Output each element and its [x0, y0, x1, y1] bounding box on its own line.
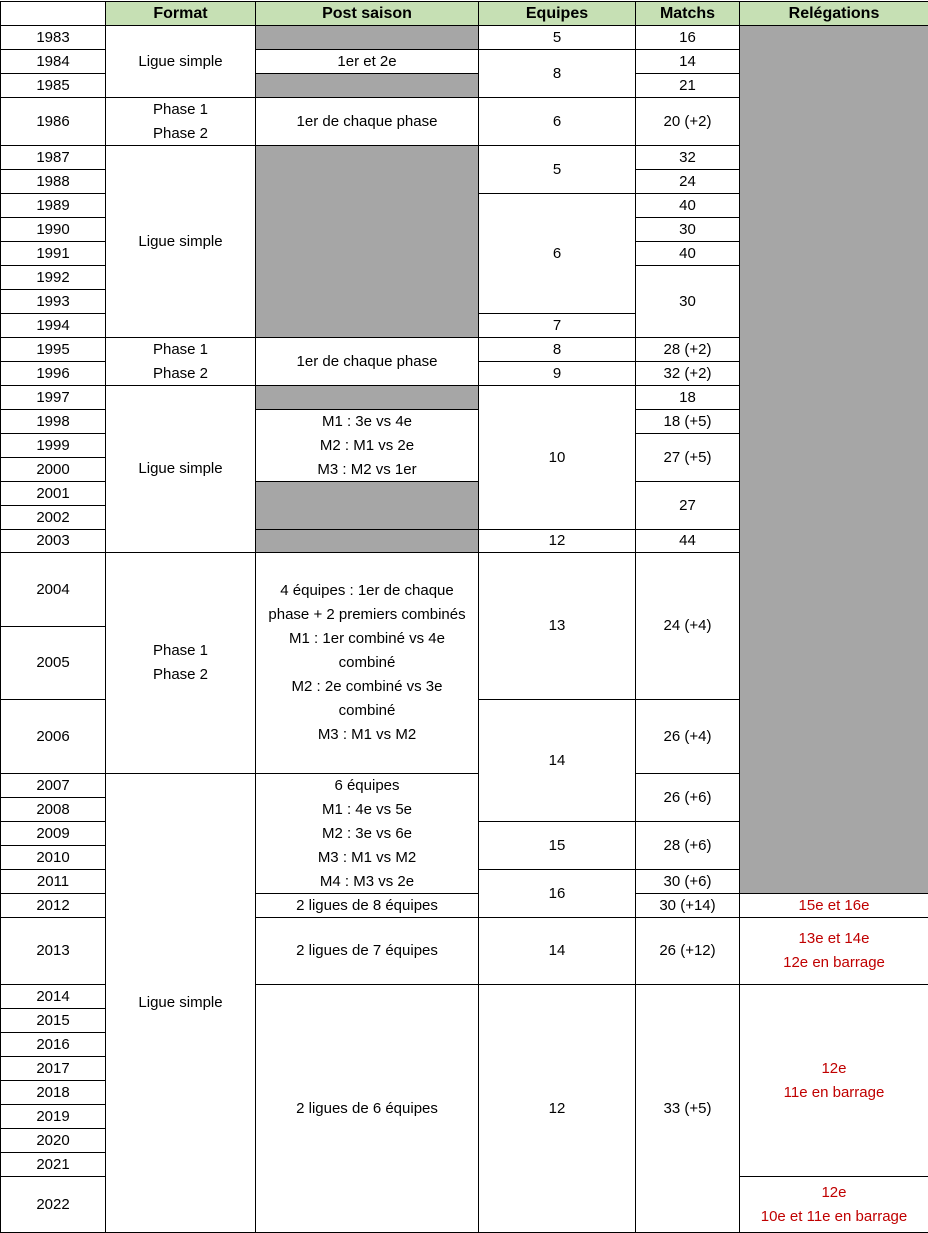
- matchs-cell-text: 30 (+6): [663, 872, 712, 890]
- matchs-cell-text: 44: [679, 532, 696, 549]
- matchs-cell-text: 28 (+2): [663, 340, 712, 358]
- matchs-cell-text: 40: [679, 196, 696, 214]
- year-cell-text: 1995: [36, 340, 70, 358]
- year-cell-text: 1983: [36, 28, 70, 46]
- post-saison-empty: [255, 529, 479, 553]
- year-cell-text: 1998: [36, 412, 70, 430]
- year-cell-text: 1987: [36, 148, 70, 166]
- year-cell-text: 2017: [36, 1059, 70, 1077]
- year-cell: [0, 893, 106, 918]
- matchs-cell: [635, 433, 740, 482]
- year-cell: [0, 1032, 106, 1057]
- post-saison-cell-text: 1er et 2e: [337, 52, 397, 70]
- year-cell-text: 2000: [36, 460, 70, 478]
- relegations-empty: [739, 25, 928, 894]
- equipes-cell: [478, 361, 636, 386]
- year-cell: [0, 1056, 106, 1081]
- year-cell: [0, 505, 106, 530]
- equipes-cell: [478, 313, 636, 338]
- year-cell-text: 1984: [36, 52, 70, 70]
- format-cell: [105, 145, 256, 338]
- post-saison-empty: [255, 481, 479, 530]
- matchs-cell: [635, 265, 740, 338]
- year-cell: [0, 1128, 106, 1153]
- year-cell-text: 2019: [36, 1107, 70, 1125]
- matchs-cell: [635, 529, 740, 553]
- matchs-cell: [635, 481, 740, 530]
- relegations-cell-text: 12e 10e et 11e en barrage: [760, 1183, 908, 1225]
- matchs-cell-text: 16: [679, 28, 696, 46]
- format-cell-text: Phase 1 Phase 2: [152, 642, 209, 683]
- matchs-cell: [635, 773, 740, 822]
- matchs-cell-text: 33 (+5): [663, 1099, 712, 1117]
- year-cell: [0, 984, 106, 1009]
- post-saison-cell: [255, 917, 479, 985]
- post-saison-cell: [255, 552, 479, 774]
- year-cell: [0, 217, 106, 242]
- year-cell: [0, 845, 106, 870]
- year-cell-text: 1994: [36, 316, 70, 334]
- equipes-cell: [478, 193, 636, 314]
- equipes-cell-text: 9: [552, 364, 562, 382]
- post-saison-cell-text: 2 ligues de 7 équipes: [296, 942, 438, 959]
- equipes-cell-text: 6: [552, 244, 562, 262]
- matchs-cell: [635, 169, 740, 194]
- year-cell-text: 2008: [36, 800, 70, 818]
- year-cell: [0, 265, 106, 290]
- post-saison-empty: [255, 73, 479, 98]
- matchs-cell-text: 30: [679, 292, 696, 310]
- year-cell-text: 2013: [36, 942, 70, 959]
- equipes-cell: [478, 25, 636, 50]
- year-cell-text: 2001: [36, 484, 70, 502]
- equipes-cell: [478, 699, 636, 822]
- matchs-cell-text: 32: [679, 148, 696, 166]
- header-relegations: [739, 1, 928, 26]
- format-cell-text: Ligue simple: [138, 460, 223, 477]
- equipes-cell-text: 5: [552, 160, 562, 178]
- matchs-cell-text: 26 (+6): [663, 788, 712, 806]
- post-saison-empty: [255, 25, 479, 50]
- post-saison-cell-text: 4 équipes : 1er de chaque phase + 2 premiers combinés M1 : 1er combiné vs 4e combiné M2 : 2e combiné vs 3e combiné M3 : M1 vs M2: [268, 582, 466, 743]
- matchs-cell-text: 24 (+4): [663, 617, 712, 634]
- equipes-cell-text: 8: [552, 64, 562, 82]
- equipes-cell: [478, 145, 636, 194]
- format-cell-text: Phase 1 Phase 2: [152, 100, 209, 142]
- post-saison-cell-text: M1 : 3e vs 4e M2 : M1 vs 2e M3 : M2 vs 1er: [317, 412, 417, 478]
- relegations-cell: [739, 984, 928, 1177]
- matchs-cell: [635, 821, 740, 870]
- matchs-cell: [635, 337, 740, 362]
- year-cell-text: 2010: [36, 848, 70, 866]
- matchs-cell-text: 32 (+2): [663, 364, 712, 382]
- equipes-cell-text: 12: [548, 1099, 566, 1117]
- matchs-cell-text: 14: [679, 52, 696, 70]
- year-cell-text: 1989: [36, 196, 70, 214]
- post-saison-cell: [255, 984, 479, 1233]
- equipes-cell-text: 7: [552, 316, 562, 334]
- matchs-cell-text: 26 (+4): [663, 727, 712, 745]
- matchs-cell: [635, 361, 740, 386]
- year-cell-text: 2002: [36, 508, 70, 526]
- equipes-cell-text: 8: [552, 340, 562, 358]
- year-cell: [0, 409, 106, 434]
- year-cell: [0, 797, 106, 822]
- format-cell: [105, 773, 256, 1233]
- relegations-cell-text: 13e et 14e 12e en barrage: [783, 930, 885, 971]
- matchs-cell-text: 18: [679, 388, 696, 406]
- year-cell-text: 1985: [36, 76, 70, 94]
- matchs-cell: [635, 25, 740, 50]
- header-relegations-text: Relégations: [788, 4, 880, 22]
- year-cell: [0, 289, 106, 314]
- equipes-cell: [478, 529, 636, 553]
- format-cell-text: Ligue simple: [138, 994, 223, 1011]
- matchs-cell-text: 27 (+5): [663, 448, 712, 466]
- year-cell-text: 2018: [36, 1083, 70, 1101]
- equipes-cell: [478, 49, 636, 98]
- equipes-cell-text: 12: [548, 532, 566, 549]
- year-cell: [0, 529, 106, 553]
- matchs-cell: [635, 145, 740, 170]
- year-cell-text: 1991: [36, 244, 70, 262]
- year-cell: [0, 1176, 106, 1233]
- format-cell-text: Ligue simple: [138, 52, 223, 70]
- year-cell: [0, 193, 106, 218]
- year-cell-text: 2014: [36, 987, 70, 1005]
- matchs-cell-text: 24: [679, 172, 696, 190]
- year-cell-text: 2015: [36, 1011, 70, 1029]
- year-cell-text: 1986: [36, 112, 70, 130]
- header-equipes-text: Equipes: [525, 4, 589, 22]
- year-cell: [0, 1080, 106, 1105]
- year-cell-text: 1992: [36, 268, 70, 286]
- year-cell-text: 1999: [36, 436, 70, 454]
- post-saison-cell: [255, 773, 479, 894]
- matchs-cell-text: 27: [679, 496, 696, 514]
- year-cell: [0, 626, 106, 700]
- matchs-cell-text: 18 (+5): [663, 412, 712, 430]
- matchs-cell-text: 30 (+14): [659, 896, 716, 914]
- header-post-saison-text: Post saison: [322, 4, 412, 22]
- year-cell: [0, 433, 106, 458]
- post-saison-cell-text: 2 ligues de 6 équipes: [296, 1099, 438, 1117]
- year-cell-text: 1988: [36, 172, 70, 190]
- matchs-cell-text: 21: [679, 76, 696, 94]
- year-cell: [0, 25, 106, 50]
- matchs-cell: [635, 699, 740, 774]
- equipes-cell-text: 15: [548, 836, 566, 854]
- year-cell-text: 2012: [36, 896, 70, 914]
- matchs-cell-text: 28 (+6): [663, 836, 712, 854]
- post-saison-empty: [255, 145, 479, 338]
- matchs-cell: [635, 73, 740, 98]
- year-cell: [0, 869, 106, 894]
- equipes-cell-text: 16: [548, 884, 566, 902]
- post-saison-cell-text: 1er de chaque phase: [296, 352, 438, 370]
- matchs-cell: [635, 97, 740, 146]
- equipes-cell: [478, 869, 636, 918]
- header-equipes: [478, 1, 636, 26]
- matchs-cell: [635, 241, 740, 266]
- matchs-cell: [635, 49, 740, 74]
- equipes-cell-text: 14: [548, 942, 566, 959]
- equipes-cell-text: 5: [552, 28, 562, 46]
- matchs-cell: [635, 385, 740, 410]
- header-format-text: Format: [153, 4, 208, 22]
- year-cell-text: 2021: [36, 1155, 70, 1173]
- matchs-cell-text: 40: [679, 244, 696, 262]
- relegations-cell: [739, 893, 928, 918]
- equipes-cell-text: 10: [548, 448, 566, 466]
- matchs-cell: [635, 917, 740, 985]
- year-cell-text: 1990: [36, 220, 70, 238]
- corner-cell: [0, 1, 106, 26]
- year-cell: [0, 699, 106, 774]
- header-post-saison: [255, 1, 479, 26]
- year-cell-text: 1997: [36, 388, 70, 406]
- relegations-cell: [739, 1176, 928, 1233]
- header-matchs: [635, 1, 740, 26]
- year-cell: [0, 337, 106, 362]
- year-cell: [0, 552, 106, 627]
- year-cell-text: 2022: [36, 1195, 70, 1213]
- post-saison-cell-text: 2 ligues de 8 équipes: [296, 896, 438, 914]
- format-cell-text: Ligue simple: [138, 232, 223, 250]
- year-cell-text: 2006: [36, 727, 70, 745]
- equipes-cell-text: 13: [548, 617, 566, 634]
- equipes-cell-text: 14: [548, 751, 566, 769]
- equipes-cell: [478, 97, 636, 146]
- post-saison-cell: [255, 409, 479, 482]
- relegations-cell-text: 15e et 16e: [798, 896, 870, 914]
- equipes-cell: [478, 821, 636, 870]
- year-cell-text: 2003: [36, 532, 70, 549]
- format-cell: [105, 552, 256, 774]
- year-cell: [0, 169, 106, 194]
- year-cell: [0, 49, 106, 74]
- year-cell: [0, 917, 106, 985]
- year-cell: [0, 1008, 106, 1033]
- equipes-cell: [478, 984, 636, 1233]
- matchs-cell: [635, 869, 740, 894]
- equipes-cell: [478, 337, 636, 362]
- header-format: [105, 1, 256, 26]
- year-cell: [0, 1104, 106, 1129]
- header-matchs-text: Matchs: [659, 4, 716, 22]
- format-cell: [105, 97, 256, 146]
- year-cell: [0, 457, 106, 482]
- matchs-cell: [635, 217, 740, 242]
- year-cell-text: 2004: [36, 580, 70, 598]
- format-cell-text: Phase 1 Phase 2: [152, 340, 209, 382]
- format-cell: [105, 385, 256, 553]
- year-cell-text: 2009: [36, 824, 70, 842]
- format-cell: [105, 337, 256, 386]
- year-cell: [0, 821, 106, 846]
- matchs-cell: [635, 893, 740, 918]
- year-cell-text: 2007: [36, 776, 70, 794]
- matchs-cell-text: 30: [679, 220, 696, 238]
- year-cell: [0, 1152, 106, 1177]
- matchs-cell-text: 20 (+2): [663, 112, 712, 130]
- post-saison-cell: [255, 337, 479, 386]
- matchs-cell: [635, 552, 740, 700]
- year-cell: [0, 773, 106, 798]
- equipes-cell: [478, 917, 636, 985]
- year-cell: [0, 73, 106, 98]
- year-cell: [0, 385, 106, 410]
- year-cell: [0, 145, 106, 170]
- post-saison-cell-text: 1er de chaque phase: [296, 112, 438, 130]
- relegations-cell: [739, 917, 928, 985]
- equipes-cell: [478, 385, 636, 530]
- year-cell-text: 1993: [36, 292, 70, 310]
- post-saison-cell-text: 6 équipes M1 : 4e vs 5e M2 : 3e vs 6e M3 : M1 vs M2 M4 : M3 vs 2e: [317, 776, 417, 890]
- matchs-cell: [635, 193, 740, 218]
- matchs-cell: [635, 984, 740, 1233]
- matchs-cell-text: 26 (+12): [659, 942, 716, 959]
- year-cell: [0, 481, 106, 506]
- post-saison-empty: [255, 385, 479, 410]
- post-saison-cell: [255, 893, 479, 918]
- year-cell: [0, 361, 106, 386]
- format-cell: [105, 25, 256, 98]
- year-cell: [0, 313, 106, 338]
- equipes-cell-text: 6: [552, 112, 562, 130]
- year-cell-text: 2016: [36, 1035, 70, 1053]
- year-cell-text: 2011: [36, 872, 70, 890]
- year-cell-text: 2005: [36, 654, 70, 671]
- post-saison-cell: [255, 97, 479, 146]
- equipes-cell: [478, 552, 636, 700]
- year-cell: [0, 241, 106, 266]
- matchs-cell: [635, 409, 740, 434]
- relegations-cell-text: 12e 11e en barrage: [783, 1059, 885, 1101]
- post-saison-cell: [255, 49, 479, 74]
- year-cell-text: 2020: [36, 1131, 70, 1149]
- year-cell-text: 1996: [36, 364, 70, 382]
- year-cell: [0, 97, 106, 146]
